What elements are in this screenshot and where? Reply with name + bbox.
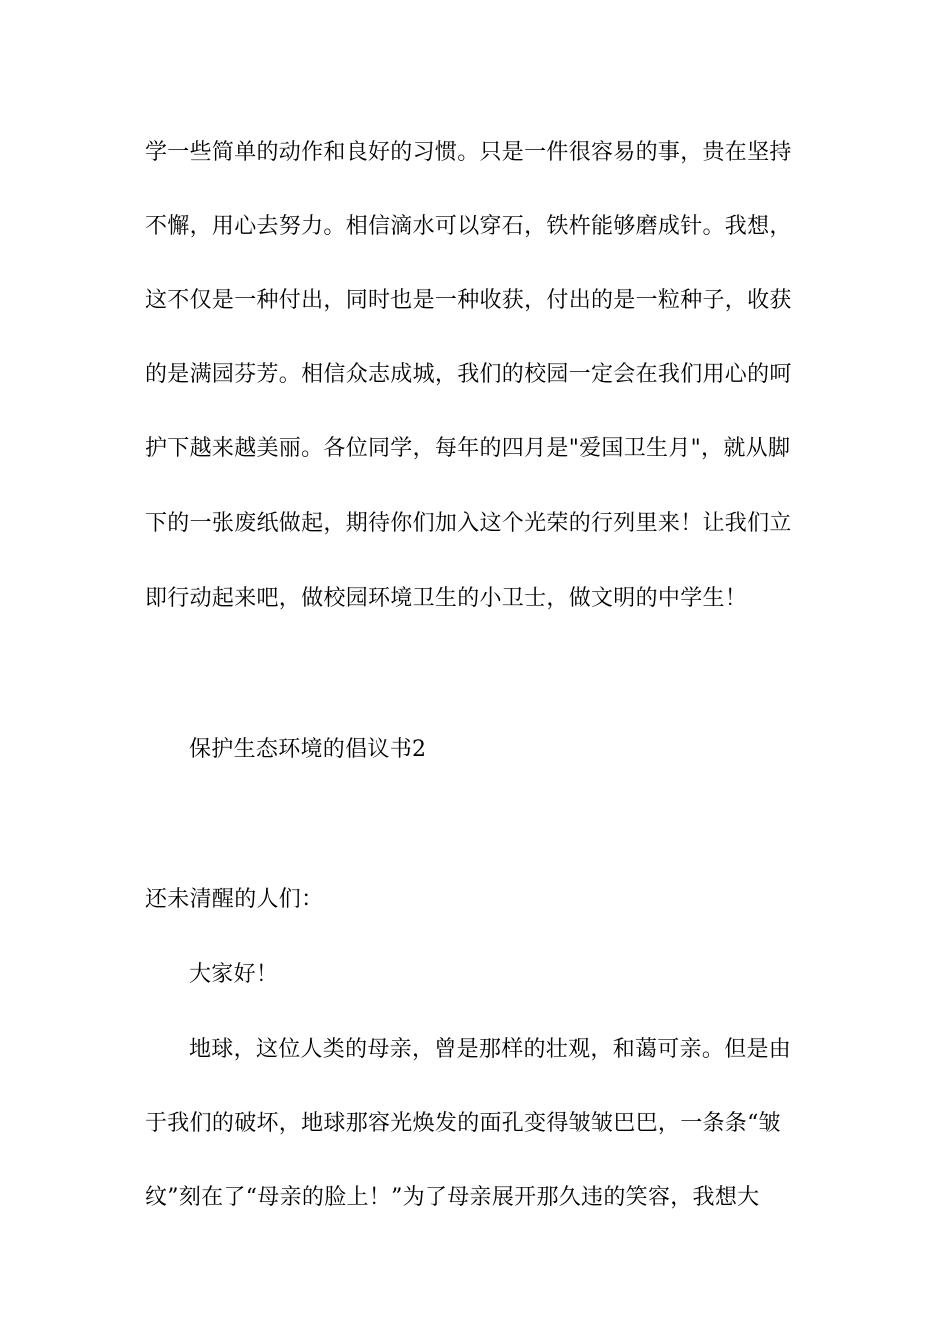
paragraph-line: 地球，这位人类的母亲，曾是那样的壮观，和蔼可亲。但是由 — [189, 1037, 792, 1062]
paragraph-line: 这不仅是一种付出，同时也是一种收获，付出的是一粒种子，收获 — [145, 288, 792, 313]
paragraph-line: 护下越来越美丽。各位同学，每年的四月是"爱国卫生月"，就从脚 — [145, 436, 791, 461]
paragraph-line: 不懈，用心去努力。相信滴水可以穿石，铁杵能够磨成针。我想， — [145, 214, 792, 239]
salutation: 还未清醒的人们： — [145, 887, 324, 912]
paragraph-line: 下的一张废纸做起，期待你们加入这个光荣的行列里来！让我们立 — [145, 511, 792, 536]
paragraph-line: 纹”刻在了“母亲的脸上！”为了母亲展开那久违的笑容，我想大 — [145, 1185, 760, 1210]
paragraph-line: 即行动起来吧，做校园环境卫生的小卫士，做文明的中学生！ — [145, 586, 748, 611]
greeting: 大家好！ — [189, 962, 279, 987]
section-title: 保护生态环境的倡议书2 — [189, 737, 427, 762]
paragraph-line: 学一些简单的动作和良好的习惯。只是一件很容易的事，贵在坚持 — [145, 140, 792, 165]
paragraph-line: 于我们的破坏，地球那容光焕发的面孔变得皱皱巴巴，一条条“皱 — [145, 1111, 781, 1136]
paragraph-line: 的是满园芬芳。相信众志成城，我们的校园一定会在我们用心的呵 — [145, 362, 792, 387]
